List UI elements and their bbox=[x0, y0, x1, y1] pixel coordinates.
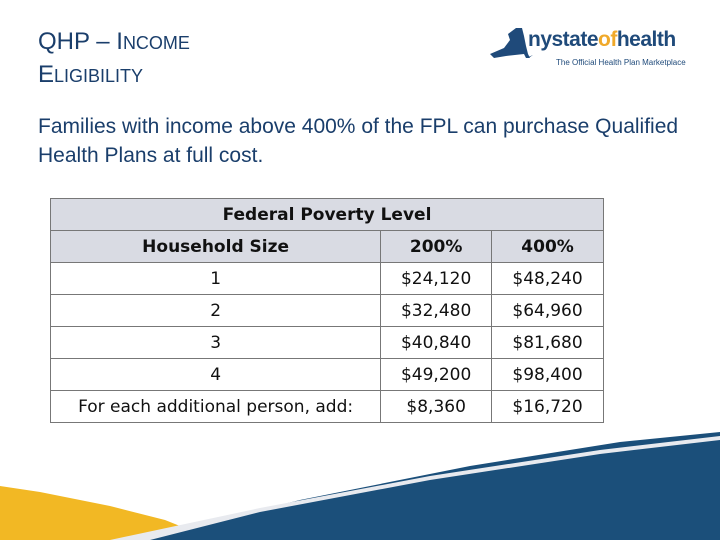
logo-wordmark: nystateofhealth bbox=[528, 28, 676, 51]
fpl-table bbox=[50, 198, 604, 423]
body-paragraph: Families with income above 400% of the FPL can purchase Qualified Health Plans at full cost. bbox=[38, 115, 679, 167]
household-size-cell: 2 bbox=[51, 295, 381, 327]
nystateofhealth-logo bbox=[486, 22, 701, 74]
table-row bbox=[51, 359, 604, 391]
fpl-200-cell: $40,840 bbox=[381, 327, 492, 359]
fpl-400-cell: $98,400 bbox=[492, 359, 604, 391]
header-household-size: Household Size bbox=[51, 231, 381, 263]
table-caption: Federal Poverty Level bbox=[51, 199, 604, 231]
table-row bbox=[51, 327, 604, 359]
household-size-cell: 4 bbox=[51, 359, 381, 391]
table-row bbox=[51, 391, 604, 423]
fpl-400-cell: $81,680 bbox=[492, 327, 604, 359]
table-row bbox=[51, 263, 604, 295]
header-400-percent: 400% bbox=[492, 231, 604, 263]
footer-light-swoosh bbox=[110, 436, 720, 540]
fpl-200-cell: $24,120 bbox=[381, 263, 492, 295]
new-york-state-icon bbox=[486, 24, 534, 64]
fpl-400-cell: $48,240 bbox=[492, 263, 604, 295]
title-line-2: ELIGIBILITY bbox=[38, 61, 144, 88]
fpl-200-cell: $49,200 bbox=[381, 359, 492, 391]
household-size-cell: For each additional person, add: bbox=[51, 391, 381, 423]
header-200-percent: 200% bbox=[381, 231, 492, 263]
household-size-cell: 3 bbox=[51, 327, 381, 359]
fpl-200-cell: $8,360 bbox=[381, 391, 492, 423]
fpl-400-cell: $16,720 bbox=[492, 391, 604, 423]
footer-gold-band bbox=[0, 486, 215, 540]
page-title bbox=[38, 26, 190, 92]
title-line-1: QHP – INCOME bbox=[38, 28, 190, 55]
logo-tagline: The Official Health Plan Marketplace bbox=[556, 58, 686, 67]
household-size-cell: 1 bbox=[51, 263, 381, 295]
table-caption-row bbox=[51, 199, 604, 231]
table-row bbox=[51, 295, 604, 327]
fpl-200-cell: $32,480 bbox=[381, 295, 492, 327]
footer-blue-band bbox=[140, 432, 720, 540]
table-header-row bbox=[51, 231, 604, 263]
fpl-400-cell: $64,960 bbox=[492, 295, 604, 327]
